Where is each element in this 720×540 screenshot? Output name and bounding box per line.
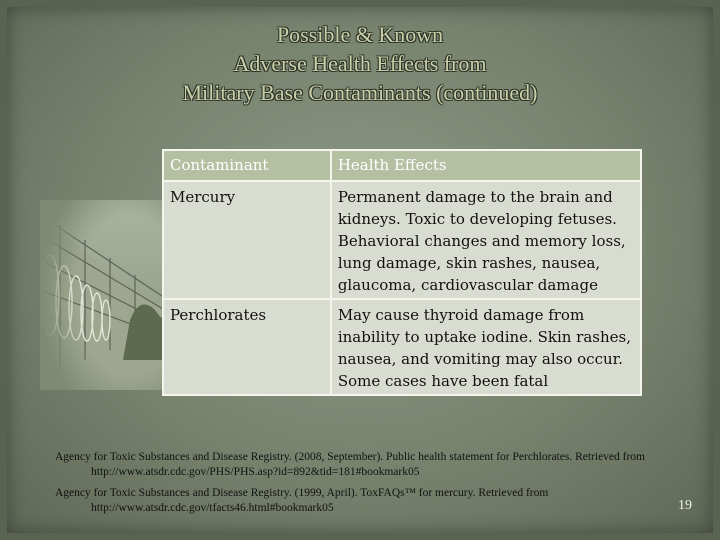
reference-item: Agency for Toxic Substances and Disease Registry. (2008, September). Public health statement for Perchlorates. Retrieved from http://www.atsdr.cdc.gov/PHS/PHS.asp?id=892&tid=181#bookmark05 (55, 451, 646, 478)
cell-contaminant: Mercury (163, 181, 331, 299)
title-line-2: Adverse Health Effects from (233, 51, 487, 76)
references (55, 450, 665, 522)
title-line-3: Military Base Contaminants (continued) (182, 80, 538, 105)
table-row (163, 181, 641, 299)
cell-contaminant: Perchlorates (163, 299, 331, 395)
table-header-row (163, 150, 641, 181)
cell-health-effects: May cause thyroid damage from inability to uptake iodine. Skin rashes, nausea, and vomiting may also occur. Some cases have been fatal (331, 299, 641, 395)
table-row (163, 299, 641, 395)
contaminants-table (162, 149, 642, 396)
fence-photo (40, 200, 168, 390)
header-contaminant: Contaminant (163, 150, 331, 181)
cell-health-effects: Permanent damage to the brain and kidneys. Toxic to developing fetuses. Behavioral changes and memory loss, lung damage, skin rashes, nausea, glaucoma, cardiovascular damage (331, 181, 641, 299)
header-health-effects: Health Effects (331, 150, 641, 181)
reference-item: Agency for Toxic Substances and Disease Registry. (1999, April). ToxFAQs™ for mercury. Retrieved from http://www.atsdr.cdc.gov/tfacts46.html#bookmark05 (55, 487, 549, 514)
slide-title (60, 20, 660, 107)
title-line-1: Possible & Known (276, 22, 444, 47)
page-number: 19 (678, 498, 692, 513)
